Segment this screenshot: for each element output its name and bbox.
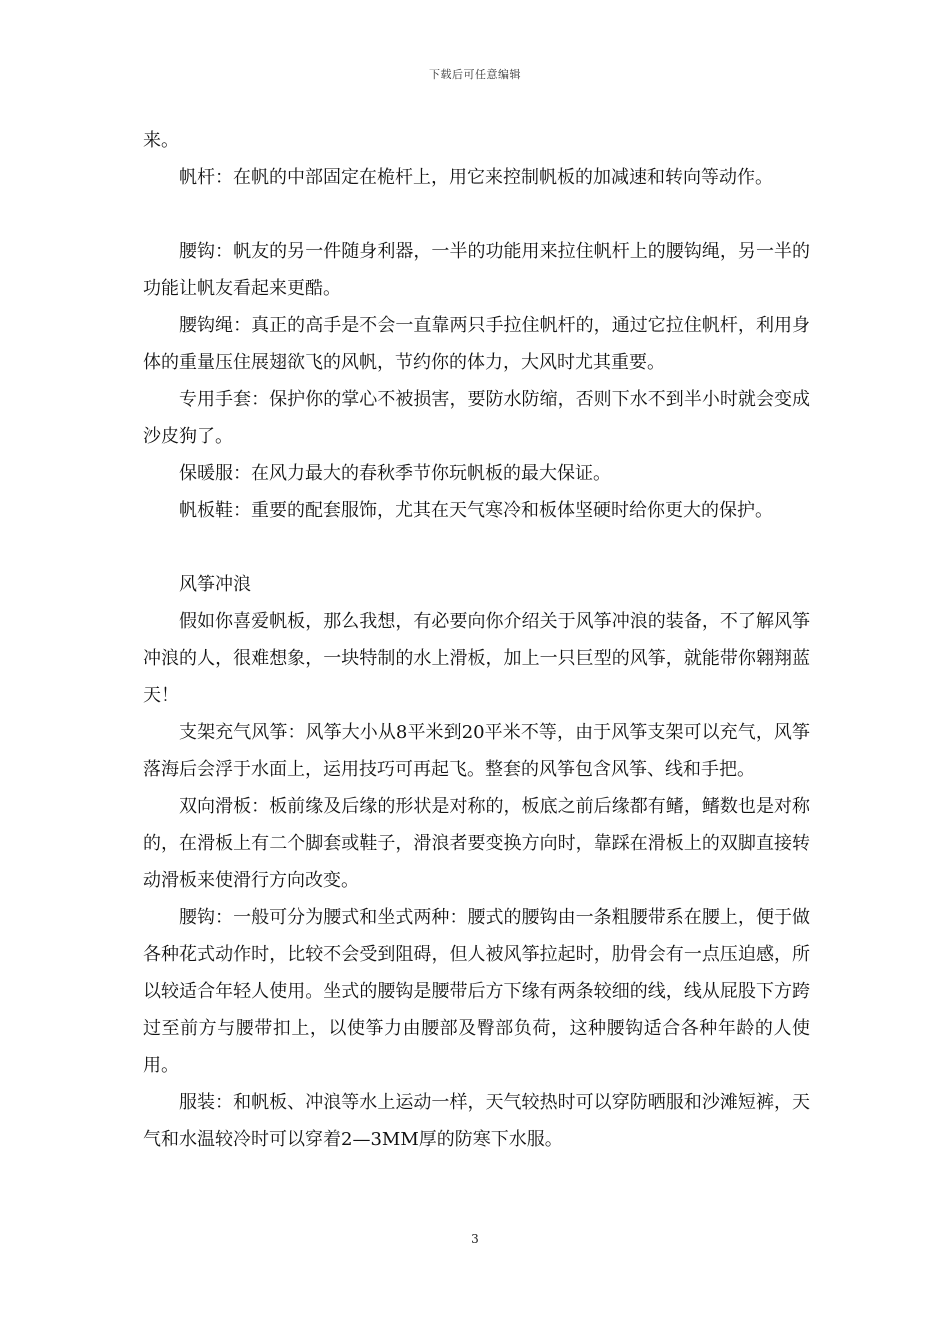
paragraph-warm-suit: 保暖服：在风力最大的春秋季节你玩帆板的最大保证。 (179, 463, 611, 484)
page-header: 下载后可任意编辑 (429, 68, 521, 81)
paragraph-clothing: 服装：和帆板、冲浪等水上运动一样，天气较热时可以穿防晒服和沙滩短裤，天气和水温较冷时可以穿着2—3MM厚的防寒下水服。 (143, 1092, 810, 1150)
paragraph-harness: 腰钩：一般可分为腰式和坐式两种：腰式的腰钩由一条粗腰带系在腰上，便于做各种花式动作时，比较不会受到阻碍，但人被风筝拉起时，肋骨会有一点压迫感，所以较适合年轻人使用。坐式的腰钩是腰带后方下缘有两条较细的线，线从屁股下方跨过至前方与腰带扣上，以使筝力由腰部及臀部负荷，这种腰钩适合各种年龄的人使用。 (143, 907, 810, 1076)
document-body (143, 122, 810, 1158)
paragraph-shoes: 帆板鞋：重要的配套服饰，尤其在天气寒冷和板体坚硬时给你更大的保护。 (179, 500, 773, 521)
paragraph-gap (143, 529, 810, 566)
section-heading-kitesurf: 风筝冲浪 (179, 574, 251, 595)
paragraph-gap (143, 196, 810, 233)
page-number: 3 (471, 1232, 479, 1246)
paragraph-continuation: 来。 (143, 130, 179, 151)
paragraph-gloves: 专用手套：保护你的掌心不被损害，要防水防缩，否则下水不到半小时就会变成沙皮狗了。 (143, 389, 810, 447)
paragraph-twin-tip-board: 双向滑板：板前缘及后缘的形状是对称的，板底之前后缘都有鳍，鳍数也是对称的，在滑板上有二个脚套或鞋子，滑浪者要变换方向时，靠踩在滑板上的双脚直接转动滑板来使滑行方向改变。 (143, 796, 810, 891)
paragraph-yaogousheng: 腰钩绳：真正的高手是不会一直靠两只手拉住帆杆的，通过它拉住帆杆，利用身体的重量压住展翅欲飞的风帆，节约你的体力，大风时尤其重要。 (143, 315, 810, 373)
paragraph-fangan: 帆杆：在帆的中部固定在桅杆上，用它来控制帆板的加减速和转向等动作。 (179, 167, 773, 188)
paragraph-kite: 支架充气风筝：风筝大小从8平米到20平米不等，由于风筝支架可以充气，风筝落海后会浮于水面上，运用技巧可再起飞。整套的风筝包含风筝、线和手把。 (143, 722, 810, 780)
paragraph-kitesurf-intro: 假如你喜爱帆板，那么我想，有必要向你介绍关于风筝冲浪的装备，不了解风筝冲浪的人，很难想象，一块特制的水上滑板，加上一只巨型的风筝，就能带你翱翔蓝天！ (143, 611, 810, 706)
paragraph-yaogou: 腰钩：帆友的另一件随身利器，一半的功能用来拉住帆杆上的腰钩绳，另一半的功能让帆友看起来更酷。 (143, 241, 810, 299)
